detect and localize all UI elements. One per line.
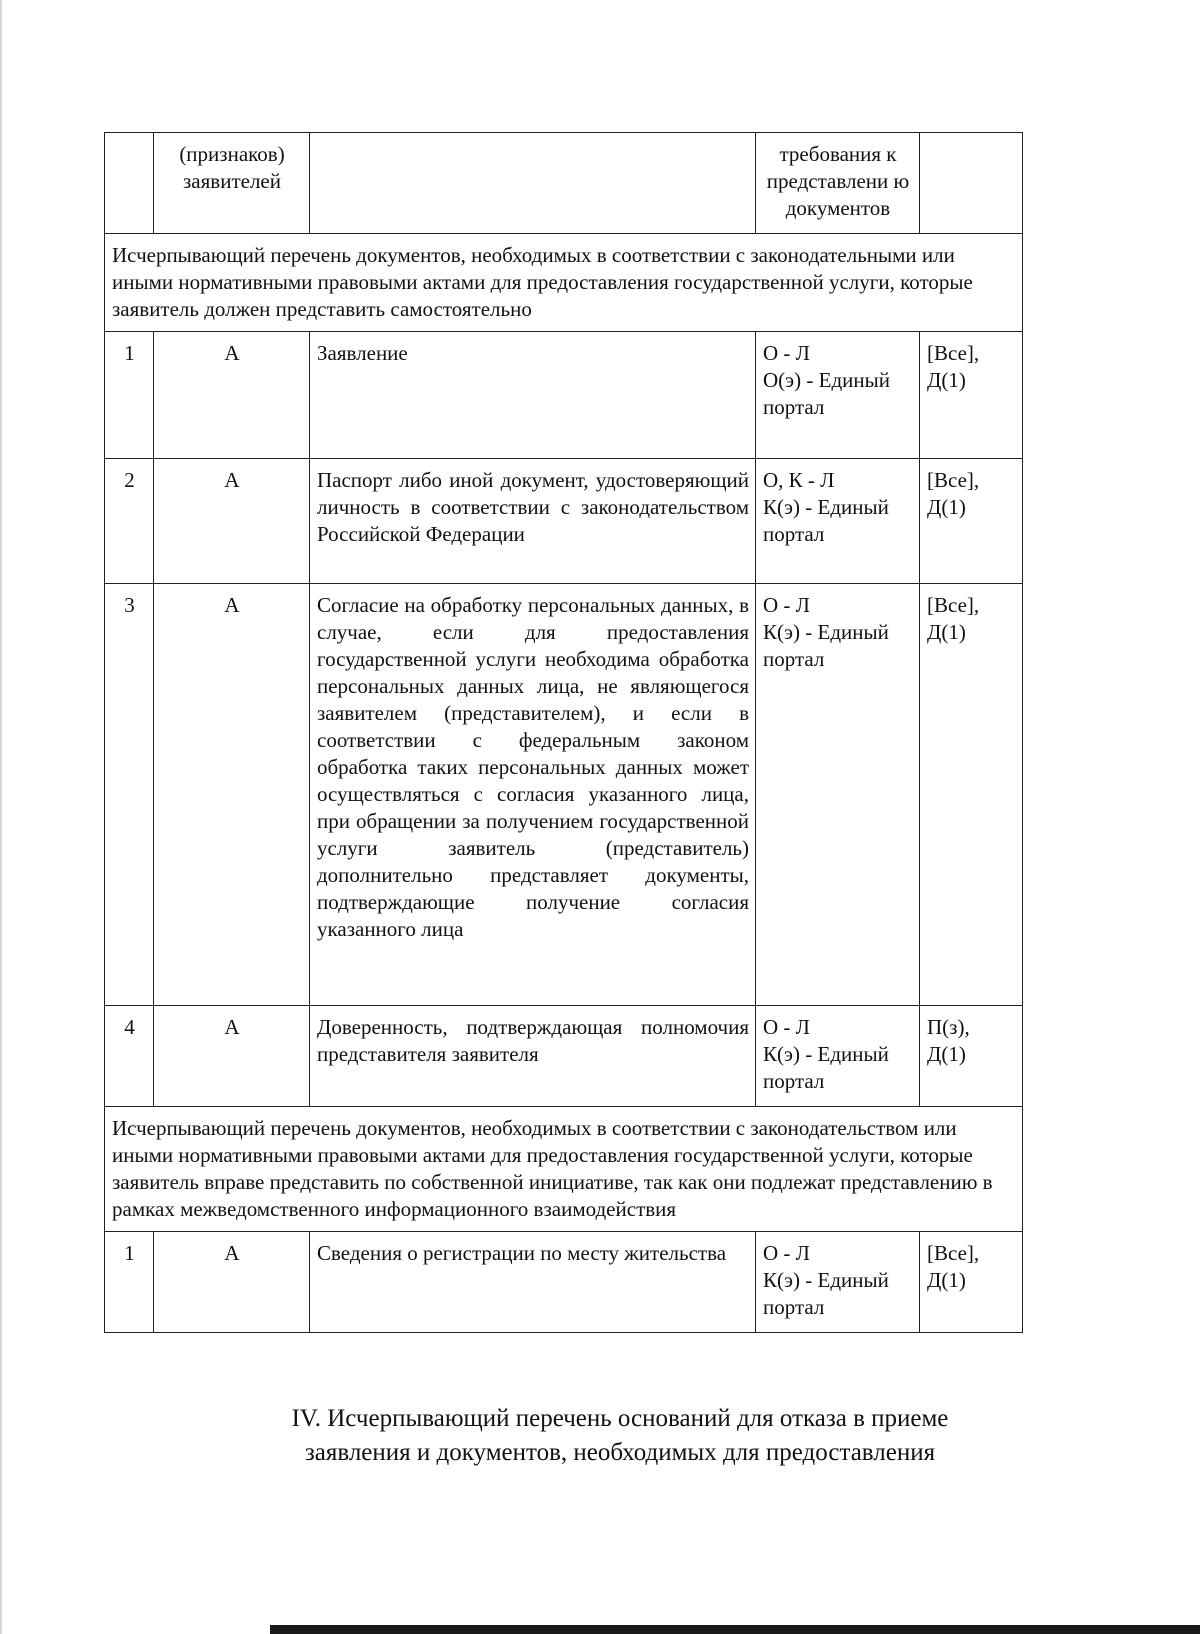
requirement-line: О(э) - Единый портал [763, 368, 890, 419]
row-term [920, 332, 1023, 459]
row-requirements [756, 1232, 920, 1333]
scan-bottom-edge [270, 1625, 1200, 1634]
term-line: [Все], [927, 468, 980, 492]
requirement-line: О, К - Л [763, 468, 835, 492]
term-line: Д(1) [927, 368, 966, 392]
section-heading-line: IV. Исчерпывающий перечень оснований для отказа в приеме [291, 1405, 949, 1432]
row-requirements [756, 332, 920, 459]
row-document-name: Согласие на обработку персональных данных, в случае, если для предоставления государственной услуги необходима обработка персональных данных лица, не являющегося заявителем (представителем), и если в соответствии с федеральным законом обработка таких персональных данных может осуществляться с согласия указанного лица, при обращении за получением государственной услуги заявитель (представитель) дополнительно представляет документы, подтверждающие получение согласия указанного лица [310, 584, 756, 1006]
row-requirements [756, 1006, 920, 1107]
row-term [920, 459, 1023, 584]
row-category: А [154, 332, 310, 459]
section-heading [200, 1402, 1040, 1470]
section-heading-line: заявления и документов, необходимых для предоставления [304, 1439, 936, 1466]
section-row-optional [105, 1107, 1023, 1232]
header-number [105, 133, 154, 234]
requirement-line: К(э) - Единый портал [763, 1268, 889, 1319]
term-line: Д(1) [927, 495, 966, 519]
row-term [920, 584, 1023, 1006]
row-number: 2 [105, 459, 154, 584]
table-row [105, 332, 1023, 459]
term-line: Д(1) [927, 1042, 966, 1066]
row-document-name: Сведения о регистрации по месту жительства [310, 1232, 756, 1333]
section-row-mandatory [105, 234, 1023, 332]
documents-table [104, 132, 1023, 1333]
requirement-line: О - Л [763, 341, 810, 365]
row-document-name: Паспорт либо иной документ, удостоверяющий личность в соответствии с законодательством Российской Федерации [310, 459, 756, 584]
requirement-line: К(э) - Единый портал [763, 495, 889, 546]
term-line: Д(1) [927, 1268, 966, 1292]
term-line: Д(1) [927, 620, 966, 644]
requirement-line: К(э) - Единый портал [763, 620, 889, 671]
row-category: А [154, 584, 310, 1006]
row-category: А [154, 1006, 310, 1107]
term-line: П(з), [927, 1015, 970, 1039]
row-number: 3 [105, 584, 154, 1006]
row-category: А [154, 1232, 310, 1333]
row-term [920, 1006, 1023, 1107]
row-category: А [154, 459, 310, 584]
table-row [105, 584, 1023, 1006]
requirement-line: О - Л [763, 593, 810, 617]
requirement-line: К(э) - Единый портал [763, 1042, 889, 1093]
section-title-mandatory: Исчерпывающий перечень документов, необходимых в соответствии с законодательными или иными нормативными правовыми актами для предоставления государственной услуги, которые заявитель должен представить самостоятельно [105, 234, 1023, 332]
row-number: 4 [105, 1006, 154, 1107]
table-header-row [105, 133, 1023, 234]
scan-left-edge [0, 0, 2, 1634]
row-document-name: Заявление [310, 332, 756, 459]
section-title-optional: Исчерпывающий перечень документов, необходимых в соответствии с законодательством или иными нормативными правовыми актами для предоставления государственной услуги, которые заявитель вправе представить по собственной инициативе, так как они подлежат представлению в рамках межведомственного информационного взаимодействия [105, 1107, 1023, 1232]
term-line: [Все], [927, 341, 980, 365]
row-document-name: Доверенность, подтверждающая полномочия представителя заявителя [310, 1006, 756, 1107]
table-row [105, 459, 1023, 584]
header-category: (признаков) заявителей [154, 133, 310, 234]
header-document-name [310, 133, 756, 234]
requirement-line: О - Л [763, 1015, 810, 1039]
requirement-line: О - Л [763, 1241, 810, 1265]
term-line: [Все], [927, 593, 980, 617]
row-term [920, 1232, 1023, 1333]
header-requirements: требования к представлени ю документов [756, 133, 920, 234]
row-number: 1 [105, 332, 154, 459]
header-term [920, 133, 1023, 234]
table-row [105, 1232, 1023, 1333]
term-line: [Все], [927, 1241, 980, 1265]
row-requirements [756, 584, 920, 1006]
table-row [105, 1006, 1023, 1107]
row-requirements [756, 459, 920, 584]
row-number: 1 [105, 1232, 154, 1333]
